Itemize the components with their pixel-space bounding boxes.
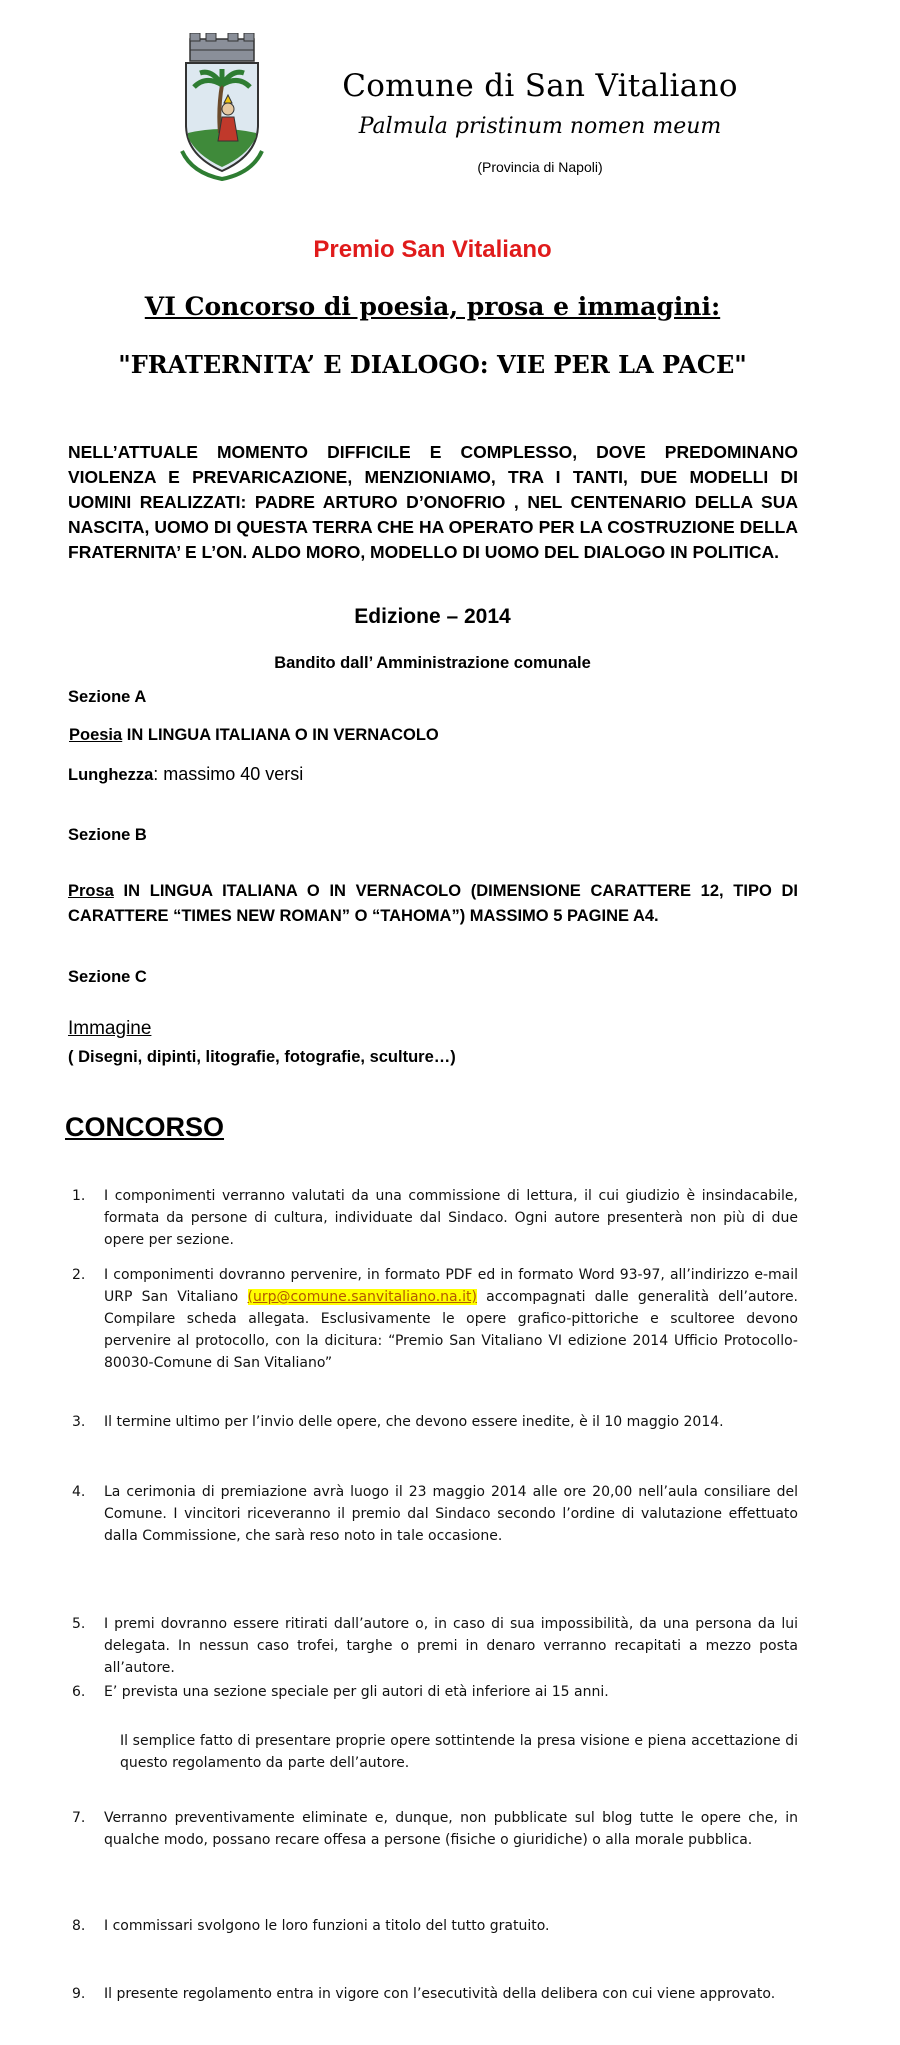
rule-text: Il termine ultimo per l’invio delle opere, che devono essere inedite, è il 10 maggio 2014. <box>104 1414 724 1430</box>
header <box>320 68 760 175</box>
section-a-category <box>68 726 439 745</box>
intro-paragraph: NELL’ATTUALE MOMENTO DIFFICILE E COMPLESSO, DOVE PREDOMINANO VIOLENZA E PREVARICAZIONE, MENZIONIAMO, TRA I TANTI, DUE MODELLI DI UOMINI REALIZZATI: PADRE ARTURO D’ONOFRIO , NEL CENTENARIO DELLA SUA NASCITA, UOMO DI QUESTA TERRA CHE HA OPERATO PER LA COSTRUZIONE DELLA FRATERNITA’ E L’ON. ALDO MORO, MODELLO DI UOMO DEL DIALOGO IN POLITICA. <box>68 442 798 562</box>
section-c-category: Immagine <box>68 1018 152 1039</box>
rule-number: 1. <box>72 1188 86 1204</box>
section-a-category-detail: IN LINGUA ITALIANA O IN VERNACOLO <box>122 726 439 744</box>
section-a-category-name: Poesia <box>69 726 123 744</box>
section-b-category-detail: IN LINGUA ITALIANA O IN VERNACOLO (DIMENSIONE CARATTERE 12, TIPO DI CARATTERE “TIMES NEW ROMAN” O “TAHOMA”) MASSIMO 5 PAGINE A4. <box>68 882 798 925</box>
section-b-category-name: Prosa <box>68 882 114 900</box>
motto: Palmula pristinum nomen meum <box>358 114 722 139</box>
rule-number: 2. <box>72 1267 86 1283</box>
rule-number: 8. <box>72 1918 86 1934</box>
rule-text: Il presente regolamento entra in vigore con l’esecutività della delibera con cui viene approvato. <box>104 1986 776 2002</box>
concorso-title: VI Concorso di poesia, prosa e immagini: <box>144 292 721 321</box>
rule-text: I componimenti verranno valutati da una commissione di lettura, il cui giudizio è insindacabile, formata da persone di cultura, individuate dal Sindaco. Ogni autore presenterà non più di due opere per sezione. <box>104 1188 798 1248</box>
section-c-label: Sezione C <box>68 968 147 986</box>
email-link[interactable]: (urp@comune.sanvitaliano.na.it) <box>247 1289 477 1305</box>
concorso-heading: CONCORSO <box>65 1112 225 1142</box>
section-a-length <box>68 764 303 785</box>
rule-text-before: I componimenti dovranno pervenire, in formato PDF ed in formato Word 93-97, all’indirizzo e-mail URP San Vitaliano <box>104 1267 798 1305</box>
rule-text <box>104 1264 798 1374</box>
provincia: (Provincia di Napoli) <box>477 159 603 175</box>
section-c-detail: ( Disegni, dipinti, litografie, fotografie, sculture…) <box>68 1048 456 1066</box>
bandito: Bandito dall’ Amministrazione comunale <box>274 654 591 672</box>
rule-number: 7. <box>72 1810 86 1826</box>
section-b-category <box>68 879 798 929</box>
section-a-length-label: Lunghezza <box>68 766 154 784</box>
comune-title: Comune di San Vitaliano <box>342 68 738 104</box>
section-a-label: Sezione A <box>68 688 147 706</box>
acceptance-note: Il semplice fatto di presentare proprie opere sottintende la presa visione e piena accettazione di questo regolamento da parte dell’autore. <box>120 1733 798 1771</box>
rule-number: 3. <box>72 1414 86 1430</box>
theme-title: "FRATERNITA’ E DIALOGO: VIE PER LA PACE" <box>118 350 747 379</box>
rule-text: I premi dovranno essere ritirati dall’autore o, in caso di sua impossibilità, da una persona da lui delegata. In nessun caso trofei, targhe o premi in denaro verranno recapitati a mezzo posta all’autore. <box>104 1616 798 1676</box>
premio-title: Premio San Vitaliano <box>313 236 552 263</box>
edizione: Edizione – 2014 <box>354 605 511 628</box>
rule-number: 6. <box>72 1684 86 1700</box>
rule-number: 5. <box>72 1616 86 1632</box>
rule-text: La cerimonia di premiazione avrà luogo il 23 maggio 2014 alle ore 20,00 nell’aula consiliare del Comune. I vincitori riceveranno il premio dal Sindaco secondo l’ordine di valutazione effettuato dalla Commissione, che sarà reso noto in tale occasione. <box>104 1484 798 1544</box>
rule-text: Verranno preventivamente eliminate e, dunque, non pubblicate sul blog tutte le opere che, in qualche modo, possano recare offesa a persone (fisiche o giuridiche) o alla morale pubblica. <box>104 1810 798 1848</box>
rule-number: 4. <box>72 1484 86 1500</box>
rule-text-after: accompagnati dalle generalità dell’autore. Compilare scheda allegata. Esclusivamente le opere grafico-pittoriche e scultoree devono pervenire al protocollo, con la dicitura: “Premio San Vitaliano VI edizione 2014 Ufficio Protocollo- 80030-Comune di San Vitaliano” <box>104 1289 799 1371</box>
section-a-length-value: : massimo 40 versi <box>153 764 304 784</box>
section-b-label: Sezione B <box>68 826 147 844</box>
rule-text: E’ prevista una sezione speciale per gli autori di età inferiore ai 15 anni. <box>104 1684 609 1700</box>
rule-number: 9. <box>72 1986 86 2002</box>
rule-text: I commissari svolgono le loro funzioni a titolo del tutto gratuito. <box>104 1918 550 1934</box>
coat-of-arms-icon <box>172 33 272 183</box>
